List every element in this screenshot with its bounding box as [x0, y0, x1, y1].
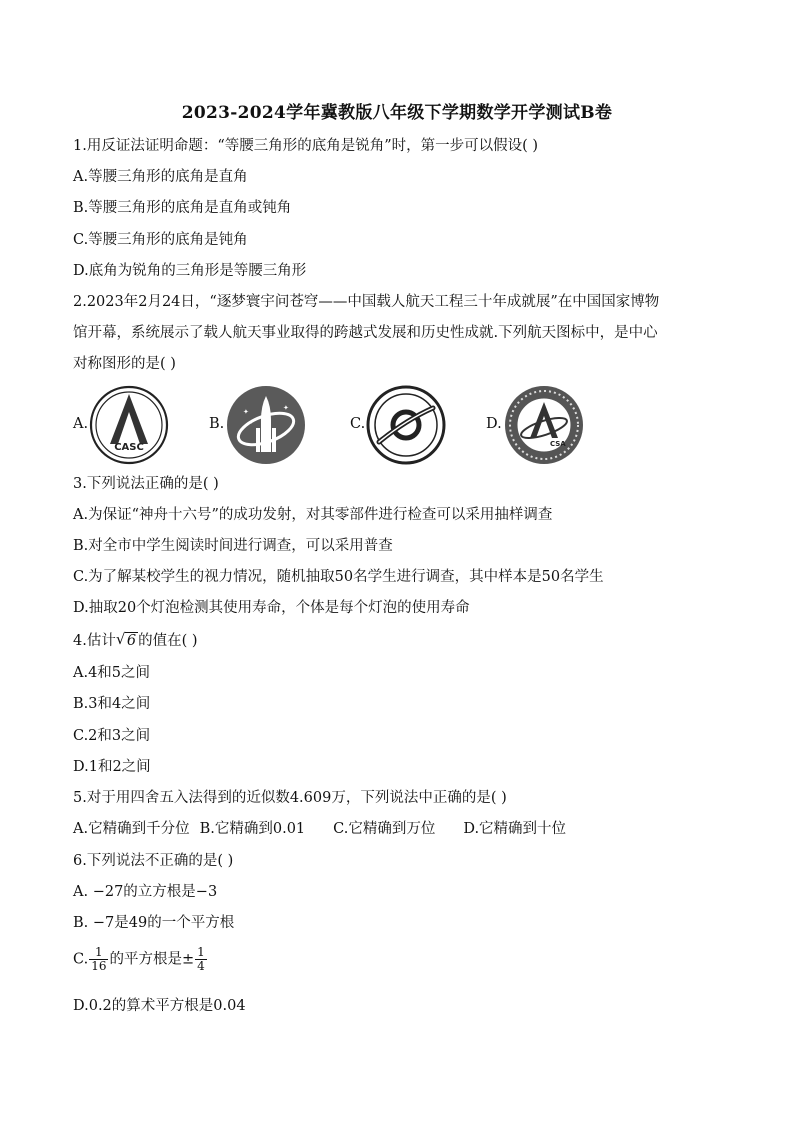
q1-option-a: A.等腰三角形的底角是直角 [73, 169, 248, 185]
q2-stem-line3: 对称图形的是( ) [73, 356, 176, 372]
q2-label-d: D. [486, 416, 502, 432]
q2-logo-options [73, 384, 633, 468]
q4-option-d: D.1和2之间 [73, 759, 151, 775]
q4-stem-post: 的值在( ) [138, 633, 198, 649]
q6-option-c-mid: 的平方根是± [109, 951, 195, 968]
rocket-logo-icon [225, 384, 307, 466]
q5-option-d: D.它精确到十位 [463, 821, 567, 837]
sqrt-expression [116, 631, 138, 651]
q1-option-b: B.等腰三角形的底角是直角或钝角 [73, 200, 292, 216]
q2-label-b: B. [209, 416, 225, 432]
q4-stem [73, 631, 198, 651]
q5-option-c: C.它精确到万位 [333, 821, 436, 837]
fraction-denominator: 4 [197, 959, 205, 973]
casc-text: CASC [114, 442, 144, 453]
q1-stem: 1.用反证法证明命题：“等腰三角形的底角是锐角”时，第一步可以假设( ) [73, 138, 539, 154]
q4-option-c: C.2和3之间 [73, 728, 151, 744]
q6-option-a: A. −27的立方根是−3 [73, 884, 218, 900]
fraction-numerator: 1 [89, 946, 108, 960]
fraction-numerator: 1 [197, 945, 205, 959]
q6-option-c [73, 946, 208, 973]
q5-option-b: B.它精确到0.01 [199, 821, 306, 837]
q5-option-a: A.它精确到千分位 [73, 821, 190, 837]
q5-options-row [73, 819, 566, 839]
q6-option-d: D.0.2的算术平方根是0.04 [73, 998, 246, 1014]
svg-text:✦: ✦ [249, 419, 255, 426]
q2-label-c: C. [350, 416, 366, 432]
q1-option-c: C.等腰三角形的底角是钝角 [73, 232, 248, 248]
q3-option-a: A.为保证“神舟十六号”的成功发射，对其零部件进行检查可以采用抽样调查 [73, 507, 553, 523]
q5-stem: 5.对于用四舍五入法得到的近似数4.609万，下列说法中正确的是( ) [73, 790, 507, 806]
fraction-1-16 [89, 946, 108, 973]
q4-option-a: A.4和5之间 [73, 665, 151, 681]
q3-stem: 3.下列说法正确的是( ) [73, 476, 219, 492]
q2-stem-line1: 2.2023年2月24日，“逐梦寰宇问苍穹——中国载人航天工程三十年成就展”在中国国家博物 [73, 294, 660, 310]
q4-stem-pre: 4.估计 [73, 633, 116, 649]
sqrt-sign-icon: √ [115, 630, 126, 648]
sqrt-radicand: 6 [126, 633, 137, 649]
csa-logo-icon [503, 384, 585, 466]
csa-text: CSA [550, 440, 566, 448]
q3-option-c: C.为了解某校学生的视力情况，随机抽取50名学生进行调查，其中样本是50名学生 [73, 569, 604, 585]
svg-text:✦: ✦ [243, 408, 249, 416]
q6-option-c-label: C. [73, 951, 89, 968]
q2-stem-line2: 馆开幕，系统展示了载人航天事业取得的跨越式发展和历史性成就.下列航天图标中，是中心 [73, 325, 658, 341]
q2-label-a: A. [73, 416, 89, 432]
q1-option-d: D.底角为锐角的三角形是等腰三角形 [73, 263, 307, 279]
q3-option-d: D.抽取20个灯泡检测其使用寿命，个体是每个灯泡的使用寿命 [73, 600, 470, 616]
q3-option-b: B.对全市中学生阅读时间进行调查，可以采用普查 [73, 538, 393, 554]
q6-option-b: B. −7是49的一个平方根 [73, 915, 235, 931]
fraction-1-4 [195, 946, 207, 973]
page-title: 2023-2024学年冀教版八年级下学期数学开学测试B卷 [181, 103, 613, 123]
fraction-denominator: 16 [91, 959, 107, 973]
svg-text:✦: ✦ [283, 404, 289, 412]
q6-stem: 6.下列说法不正确的是( ) [73, 853, 234, 869]
orbit-logo-icon [365, 384, 447, 466]
q4-option-b: B.3和4之间 [73, 696, 151, 712]
casc-logo-icon [88, 384, 170, 466]
